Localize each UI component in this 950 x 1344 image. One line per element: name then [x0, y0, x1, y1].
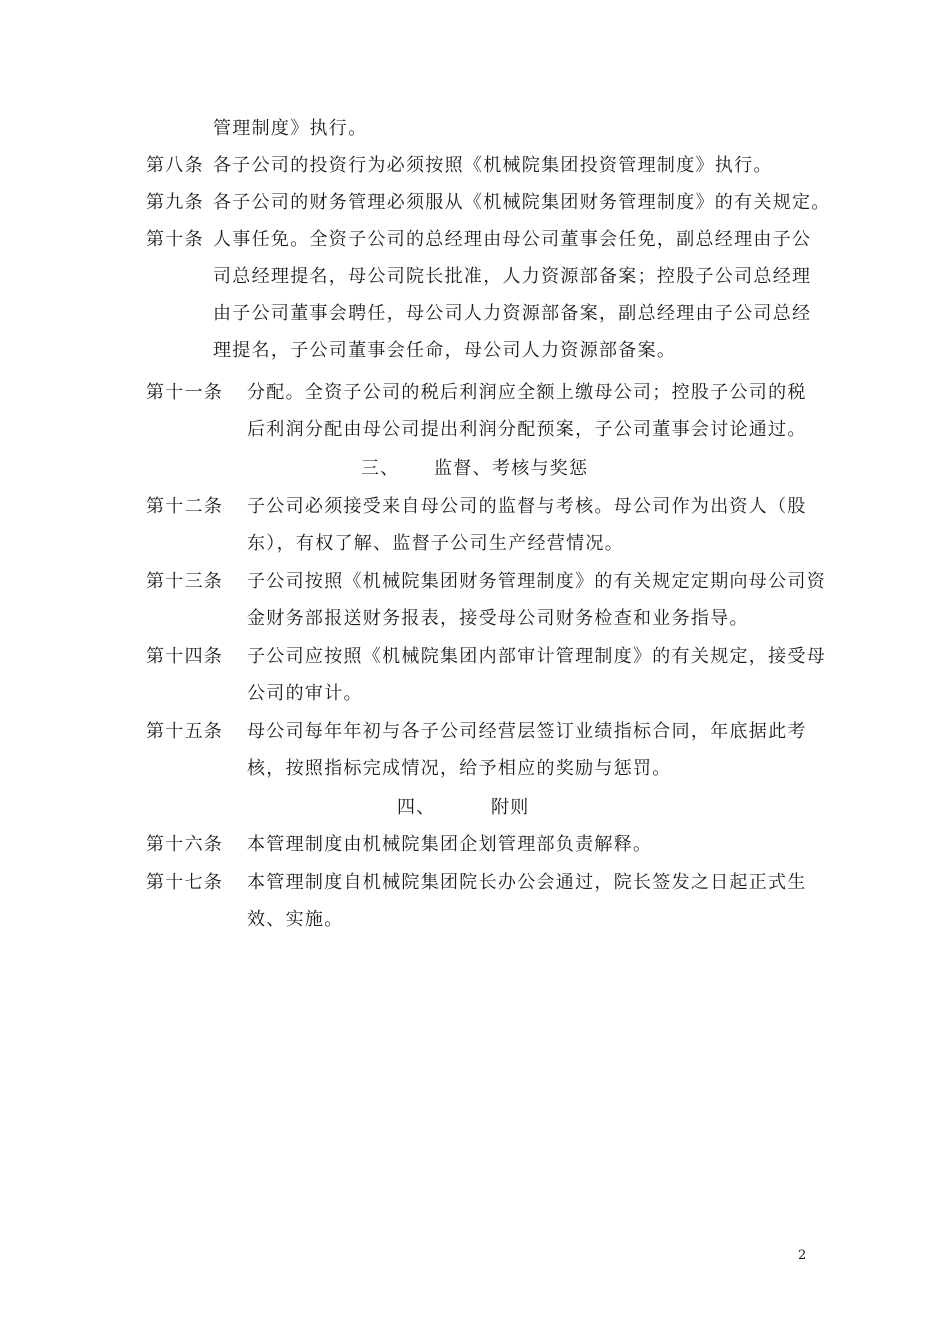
page-number: 2: [798, 1248, 807, 1263]
article-text: 东），有权了解、监督子公司生产经营情况。: [247, 533, 624, 554]
article-label: 第十四条: [146, 646, 224, 667]
article-text: 子公司必须接受来自母公司的监督与考核。母公司作为出资人（股: [247, 496, 807, 517]
article-label: 第十二条: [146, 496, 224, 517]
article-text: 由子公司董事会聘任，母公司人力资源部备案，副总经理由子公司总经: [213, 303, 812, 324]
article-text: 效、实施。: [247, 909, 344, 930]
article-text: 后利润分配由母公司提出利润分配预案，子公司董事会讨论通过。: [247, 419, 807, 440]
article-text: 子公司应按照《机械院集团内部审计管理制度》的有关规定，接受母: [247, 646, 826, 667]
article-text: 子公司按照《机械院集团财务管理制度》的有关规定定期向母公司资: [247, 571, 826, 592]
section-number: 三、: [361, 458, 400, 479]
article-text: 理提名，子公司董事会任命，母公司人力资源部备案。: [213, 340, 677, 361]
article-label: 第十三条: [146, 571, 224, 592]
section-title: 监督、考核与奖惩: [434, 458, 589, 479]
article-text: 本管理制度由机械院集团企划管理部负责解释。: [247, 834, 653, 855]
article-label: 第十一条: [146, 382, 224, 403]
section-title: 附则: [491, 797, 530, 818]
section-number: 四、: [397, 797, 436, 818]
article-label: 第十六条: [146, 834, 224, 855]
article-text: 分配。全资子公司的税后利润应全额上缴母公司；控股子公司的税: [247, 382, 807, 403]
article-text: 金财务部报送财务报表，接受母公司财务检查和业务指导。: [247, 608, 749, 629]
article-text: 本管理制度自机械院集团院长办公会通过，院长签发之日起正式生: [247, 872, 807, 893]
article-text: 各子公司的投资行为必须按照《机械院集团投资管理制度》执行。: [213, 155, 773, 176]
article-label: 第九条: [146, 192, 204, 213]
article-label: 第十五条: [146, 721, 224, 742]
continuation-line: 管理制度》执行。: [213, 118, 368, 139]
article-text: 各子公司的财务管理必须服从《机械院集团财务管理制度》的有关规定。: [213, 192, 831, 213]
article-text: 公司的审计。: [247, 683, 363, 704]
article-text: 核，按照指标完成情况，给予相应的奖励与惩罚。: [247, 758, 672, 779]
article-text: 司总经理提名，母公司院长批准，人力资源部备案；控股子公司总经理: [213, 266, 812, 287]
article-label: 第十七条: [146, 872, 224, 893]
article-text: 人事任免。全资子公司的总经理由母公司董事会任免，副总经理由子公: [213, 229, 812, 250]
article-label: 第十条: [146, 229, 204, 250]
article-label: 第八条: [146, 155, 204, 176]
article-text: 母公司每年年初与各子公司经营层签订业绩指标合同，年底据此考: [247, 721, 807, 742]
